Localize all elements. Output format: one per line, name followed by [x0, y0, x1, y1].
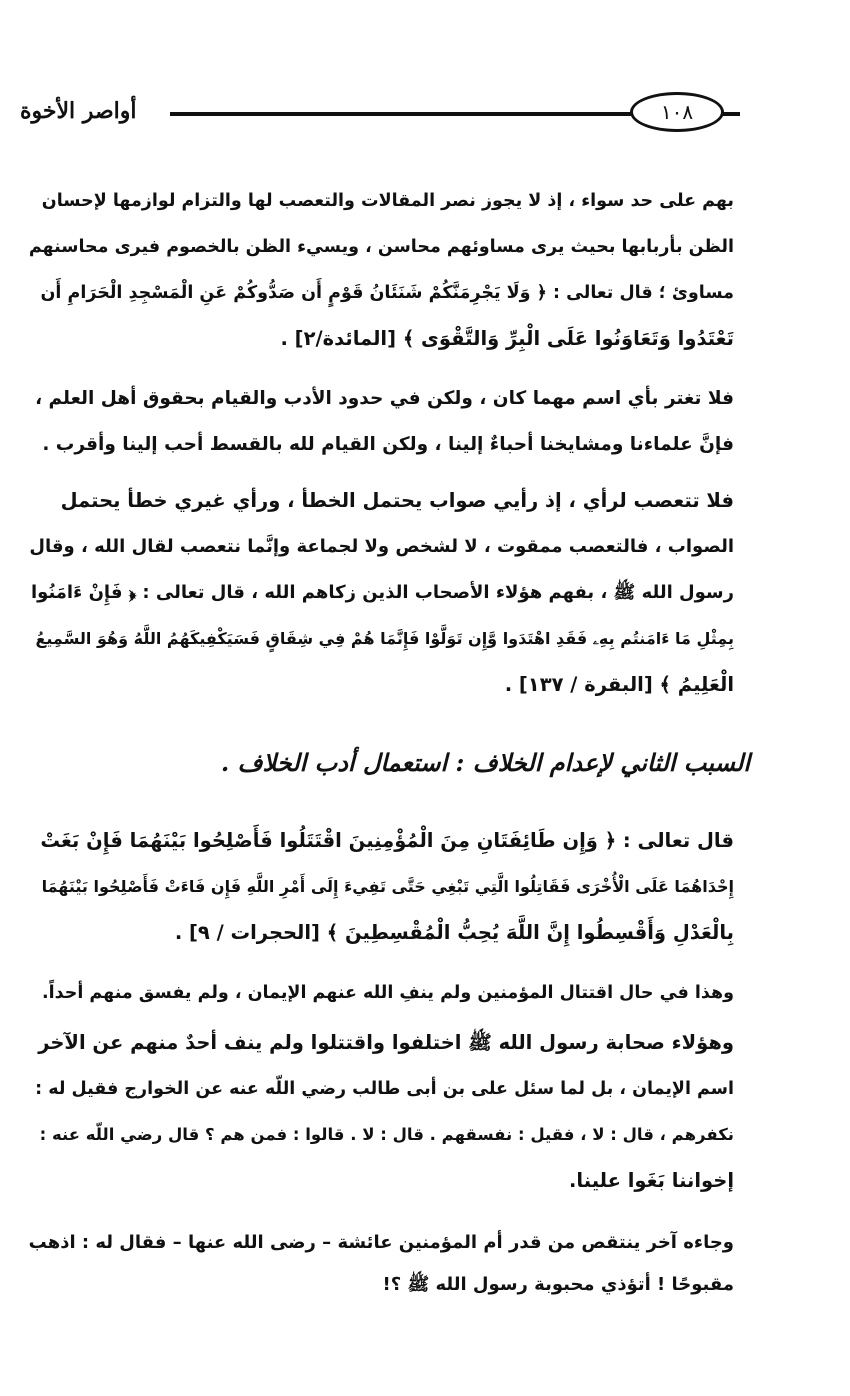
- text-line: الظن بأربابها بحيث يرى مساوئهم محاسن ، ويسيء الظن بالخصوم فيرى محاسنهم: [28, 237, 734, 257]
- text-line: الصواب ، فالتعصب ممقوت ، لا لشخص ولا لجماعة وإنَّما نتعصب لقال الله ، وقال: [29, 536, 734, 557]
- page-header: [20, 92, 740, 136]
- text-line: إخواننا بَغَوا علينا.: [569, 1169, 734, 1192]
- text-line: فلا تتعصب لرأي ، إذ رأيي صواب يحتمل الخطأ ، ورأي غيري خطأ يحتمل: [60, 489, 734, 512]
- paragraph-1: [28, 178, 734, 362]
- text-line: الْعَلِيمُ ﴾ [البقرة / ١٣٧] .: [504, 673, 734, 696]
- running-title: أواصر الأخوة: [20, 98, 137, 124]
- text-line: نكفرهم ، قال : لا ، فقيل : نفسقهم . قال : لا . قالوا : فمن هم ؟ قال رضي اللّه عنه :: [39, 1125, 734, 1144]
- page-number-oval: [630, 92, 724, 132]
- text-line: إِحْدَاهُمَا عَلَى الْأُخْرَى فَقَاتِلُوا الَّتِي تَبْغِي حَتَّى تَفِيءَ إِلَى أَمْرِ اللَّهِ فَإِن فَاءَتْ فَأَصْلِحُوا بَيْنَهُمَا: [41, 877, 734, 896]
- text-line: فإنَّ علماءنا ومشايخنا أحباءٌ إلينا ، ولكن القيام لله بالقسط أحب إلينا وأقرب .: [42, 434, 734, 455]
- text-line: بِالْعَدْلِ وَأَقْسِطُوا إِنَّ اللَّهَ يُحِبُّ الْمُقْسِطِينَ ﴾ [الحجرات / ٩] .: [174, 921, 734, 944]
- text-line: اسم الإيمان ، بل لما سئل على بن أبى طالب رضي اللّه عنه عن الخوارج فقيل له :: [35, 1079, 734, 1099]
- text-line: وجاءه آخر ينتقص من قدر أم المؤمنين عائشة – رضى الله عنها – فقال له : اذهب: [28, 1232, 734, 1253]
- paragraph-5: [28, 970, 734, 1016]
- text-line: مقبوحًا ! أتؤذي محبوبة رسول الله ﷺ ؟!: [382, 1274, 734, 1295]
- paragraph-3: [28, 478, 734, 708]
- paragraph-6: [28, 1020, 734, 1204]
- text-line: وهؤلاء صحابة رسول الله ﷺ اختلفوا واقتتلوا ولم ينف أحدٌ منهم عن الآخر: [38, 1031, 734, 1054]
- text-line: فلا تغتر بأي اسم مهما كان ، ولكن في حدود الأدب والقيام بحقوق أهل العلم ،: [35, 388, 734, 409]
- text-line: قال تعالى : ﴿ وَإِن طَائِفَتَانِ مِنَ الْمُؤْمِنِينَ اقْتَتَلُوا فَأَصْلِحُوا بَيْنَهُمَا فَإِنْ بَغَتْ: [40, 829, 734, 852]
- paragraph-2: [28, 376, 734, 468]
- text-line: بِمِثْلِ مَا ءَامَنتُم بِهِۦ فَقَدِ اهْتَدَوا وَّإِن تَوَلَّوْا فَإِنَّمَا هُمْ فِي شِقَاقٍ فَسَيَكْفِيكَهُمُ اللَّهُ وَهُوَ السَّمِيعُ: [35, 629, 734, 648]
- section-heading: السبب الثاني لإعدام الخلاف : استعمال أدب الخلاف .: [220, 748, 750, 777]
- page-number: ١٠٨: [660, 100, 694, 124]
- text-line: رسول الله ﷺ ، بفهم هؤلاء الأصحاب الذين زكاهم الله ، قال تعالى : ﴿ فَإِنْ ءَامَنُوا: [30, 582, 734, 603]
- paragraph-7: [28, 1222, 734, 1306]
- paragraph-4: [28, 818, 734, 956]
- text-line: بهم على حد سواء ، إذ لا يجوز نصر المقالات والتعصب لها والتزام لوازمها لإحسان: [41, 191, 734, 211]
- text-line: تَعْتَدُوا وَتَعَاوَنُوا عَلَى الْبِرِّ وَالتَّقْوَى ﴾ [المائدة/٢] .: [280, 327, 734, 350]
- text-line: وهذا في حال اقتتال المؤمنين ولم ينفِ الله عنهم الإيمان ، ولم يفسق منهم أحداً.: [41, 983, 734, 1003]
- text-line: مساوئ ؛ قال تعالى : ﴿ وَلَا يَجْرِمَنَّكُمْ شَنَئَانُ قَوْمٍ أَن صَدُّوكُمْ عَنِ الْمَسْجِدِ الْحَرَامِ أَن: [40, 283, 734, 303]
